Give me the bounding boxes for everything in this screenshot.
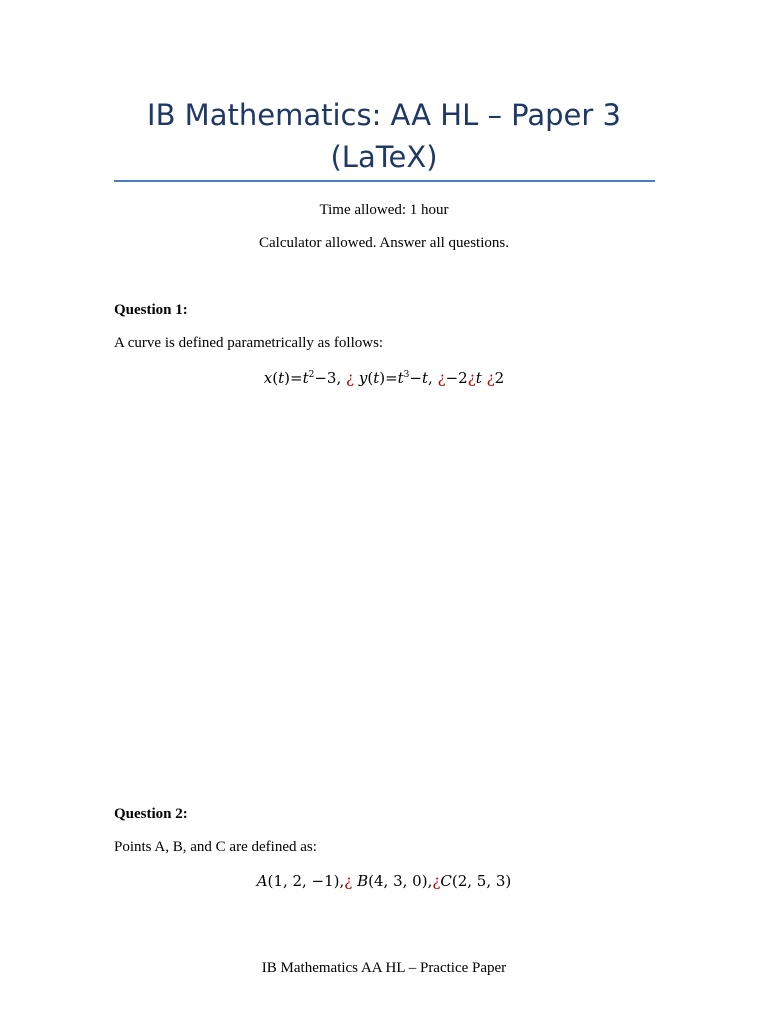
eq-error-glyph: ¿ [346,369,355,387]
eq-error-glyph: ¿ [432,872,441,890]
eq-x: x [263,369,273,387]
eq-y-arg: t [373,369,380,387]
eq-x-arg: t [278,369,285,387]
title-underline [114,180,655,182]
eq-point-b: B [357,872,369,890]
eq-error-glyph: ¿ [486,369,495,387]
question-1-equation: $x(t)=t^2-3$, ¿ $y(t)=t^3-t$, ¿−2¿t ¿2 [263,369,505,387]
page-footer: IB Mathematics AA HL – Practice Paper [261,960,507,976]
question-1-text: A curve is defined parametrically as follows: [114,335,384,351]
eq-x-rhs-var: t [302,369,309,387]
eq-point-c-coords: (2, 5, 3) [451,872,512,890]
eq-y-rhs-var: t [397,369,404,387]
eq-y-t: t [421,369,429,387]
eq-range-var: t [475,369,482,387]
eq-y-minus: − [409,369,422,387]
eq-range-high: 2 [494,369,505,387]
question-1-heading: Question 1: [114,302,188,318]
time-allowed: Time allowed: 1 hour [319,202,449,218]
eq-point-a-coords: (1, 2, −1), [267,872,345,890]
question-2-text: Points A, B, and C are defined as: [114,839,317,855]
eq-x-exponent: 2 [308,370,315,380]
eq-point-c: C [440,872,452,890]
question-2-heading: Question 2: [114,806,188,822]
eq-y-exponent: 3 [403,370,410,380]
eq-point-a: A [256,872,268,890]
eq-y: y [358,369,368,387]
eq-error-glyph: ¿ [437,369,446,387]
eq-point-b-coords: (4, 3, 0), [368,872,433,890]
eq-error-glyph: ¿ [344,872,353,890]
eq-range-low: −2 [445,369,468,387]
question-2-equation [114,870,654,892]
eq-error-glyph: ¿ [467,369,476,387]
document-title: IB Mathematics: AA HL – Paper 3 (LaTeX) [147,98,621,174]
instructions: Calculator allowed. Answer all questions. [259,235,509,251]
eq-x-rest: −3 [314,369,337,387]
